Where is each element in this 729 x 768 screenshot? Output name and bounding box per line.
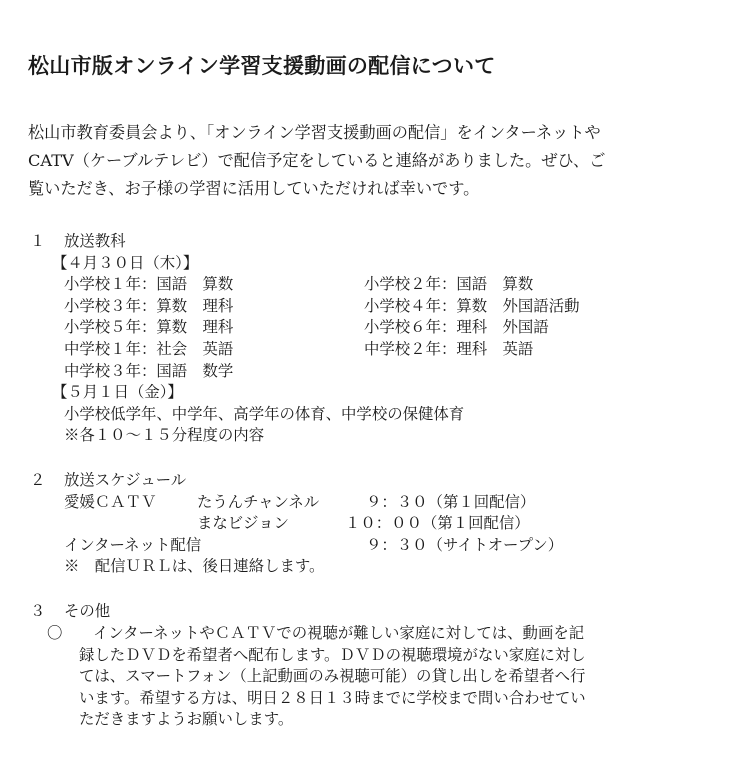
section-number: １ <box>30 232 46 250</box>
section-title: 放送教科 <box>64 232 126 250</box>
section-heading <box>30 601 710 623</box>
channel-name: たうんチャンネル <box>197 492 320 511</box>
section-heading <box>30 231 464 253</box>
notice-line: 録したＤＶＤを希望者へ配布します。ＤＶＤの視聴環境がない家庭に対し <box>79 645 586 664</box>
subject-cell: 中学校１年：社会 英語 <box>64 339 234 358</box>
section-number: ２ <box>30 471 46 489</box>
date-label-may1: 【５月１日（金）】 <box>52 383 183 402</box>
provider-name: 愛媛ＣＡＴＶ <box>64 492 157 511</box>
section-heading <box>30 470 324 492</box>
notice-text <box>79 623 719 731</box>
subject-cell: 小学校６年：理科 外国語 <box>364 318 549 337</box>
subject-row <box>30 361 464 383</box>
subject-cell: 小学校３年：算数 理科 <box>64 296 234 315</box>
schedule-row <box>30 513 530 535</box>
notice-line: います。希望する方は、明日２８日１３時までに学校まで問い合わせてい <box>79 688 586 707</box>
subject-cell: 小学校２年：国語 算数 <box>364 275 534 294</box>
schedule-row <box>30 492 536 514</box>
section-broadcast-subjects <box>30 231 580 447</box>
section-title: 放送スケジュール <box>64 471 187 489</box>
subject-cell: 小学校１年：国語 算数 <box>64 275 234 294</box>
schedule-time: ９：３０（サイトオープン） <box>366 535 564 554</box>
provider-name: インターネット配信 <box>64 535 202 554</box>
subject-cell: 小学校４年：算数 外国語活動 <box>364 296 580 315</box>
url-note: ※ 配信ＵＲＬは、後日連絡します。 <box>64 557 325 576</box>
schedule-row <box>30 535 564 557</box>
notice-line: ただきますようお願いします。 <box>79 710 294 729</box>
document-title: 松山市版オンライン学習支援動画の配信について <box>28 54 496 78</box>
notice-line: インターネットやＣＡＴＶでの視聴が難しい家庭に対しては、動画を記 <box>93 624 585 642</box>
intro-line: 松山市教育委員会より、「オンライン学習支援動画の配信」をインターネットや <box>28 123 601 142</box>
subject-row <box>30 339 534 361</box>
schedule-time: ９：３０（第１回配信） <box>366 492 536 511</box>
duration-note: ※各１０～１５分程度の内容 <box>64 426 265 445</box>
subject-row <box>30 274 534 296</box>
subject-row <box>30 296 580 318</box>
notice-line: ては、スマートフォン（上記動画のみ視聴可能）の貸し出しを希望者へ行 <box>79 667 586 686</box>
channel-name: まなビジョン <box>197 514 290 533</box>
subject-cell: 小学校５年：算数 理科 <box>64 318 234 337</box>
section-title: その他 <box>64 602 111 620</box>
intro-paragraph <box>28 119 703 203</box>
intro-line: 覧いただき、お子様の学習に活用していただければ幸いです。 <box>28 179 480 198</box>
section-broadcast-schedule <box>30 470 564 578</box>
subject-row <box>30 317 549 339</box>
subject-cell: 中学校３年：国語 数学 <box>64 361 234 380</box>
date-label-apr30: 【４月３０日（木）】 <box>52 253 199 272</box>
section-other <box>30 601 710 741</box>
schedule-time: １０：００（第１回配信） <box>345 514 530 533</box>
pe-subjects-line: 小学校低学年、中学年、高学年の体育、中学校の保健体育 <box>64 404 465 423</box>
section-number: ３ <box>30 602 46 620</box>
intro-line: CATV（ケーブルテレビ）で配信予定をしていると連絡がありました。ぜひ、ご <box>28 151 606 170</box>
circle-bullet-icon: 〇 <box>47 624 63 642</box>
subject-cell: 中学校２年：理科 英語 <box>364 339 534 358</box>
